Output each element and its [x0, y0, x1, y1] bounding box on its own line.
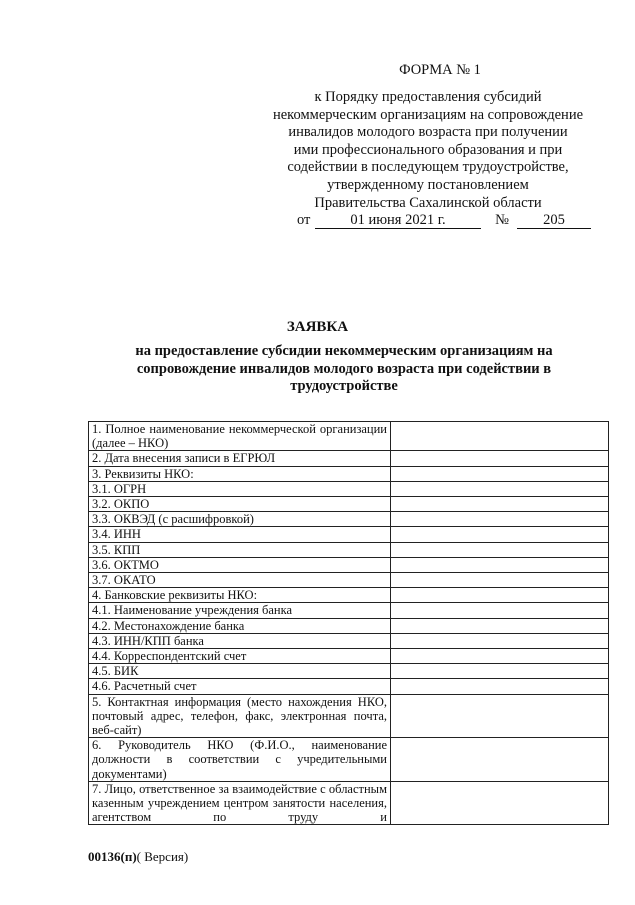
row-label: 2. Дата внесения записи в ЕГРЮЛ	[89, 451, 391, 466]
row-label: 4.1. Наименование учреждения банка	[89, 603, 391, 618]
header-line: к Порядку предоставления субсидий	[314, 89, 542, 105]
table-row	[89, 664, 609, 679]
table-row	[89, 451, 609, 466]
table-row	[89, 618, 609, 633]
row-value[interactable]	[391, 694, 609, 738]
document-footer	[88, 849, 188, 865]
row-label: 4. Банковские реквизиты НКО:	[89, 588, 391, 603]
row-value[interactable]	[391, 542, 609, 557]
header-line: ими профессионального образования и при	[293, 141, 563, 158]
table-row	[89, 481, 609, 496]
row-label: 5. Контактная информация (место нахождения НКО, почтовый адрес, телефон, факс, электронная почта, веб-сайт)	[89, 694, 391, 738]
table-row	[89, 738, 609, 782]
table-row	[89, 679, 609, 694]
subtitle-line: сопровождение инвалидов молодого возраста при содействии в	[136, 360, 552, 377]
row-label: 4.3. ИНН/КПП банка	[89, 633, 391, 648]
header-line: Правительства Сахалинской области	[314, 194, 542, 211]
row-value[interactable]	[391, 738, 609, 782]
row-label: 3.2. ОКПО	[89, 497, 391, 512]
row-value[interactable]	[391, 649, 609, 664]
row-value[interactable]	[391, 679, 609, 694]
row-value[interactable]	[391, 466, 609, 481]
table-row	[89, 466, 609, 481]
row-label: 4.2. Местонахождение банка	[89, 618, 391, 633]
row-label: 3.5. КПП	[89, 542, 391, 557]
table-row	[89, 497, 609, 512]
row-value[interactable]	[391, 603, 609, 618]
table-row	[89, 422, 609, 451]
header-line: инвалидов молодого возраста при получении	[288, 124, 568, 141]
row-value[interactable]	[391, 497, 609, 512]
row-value[interactable]	[391, 512, 609, 527]
form-number: ФОРМА № 1	[399, 62, 481, 78]
row-label: 4.6. Расчетный счет	[89, 679, 391, 694]
document-version: ( Версия)	[136, 849, 189, 864]
header-reference	[258, 89, 598, 212]
row-label: 3.6. ОКТМО	[89, 557, 391, 572]
document-subtitle	[105, 343, 583, 396]
row-value[interactable]	[391, 557, 609, 572]
row-value[interactable]	[391, 527, 609, 542]
table-row	[89, 573, 609, 588]
number-sign: №	[495, 212, 509, 228]
table-row	[89, 603, 609, 618]
table-row	[89, 649, 609, 664]
decree-date: 01 июня 2021 г.	[315, 212, 481, 229]
date-prefix: от	[297, 212, 311, 228]
row-label: 7. Лицо, ответственное за взаимодействие с областным казенным учреждением центром занятости населения, агентством по труду и	[89, 781, 391, 825]
table-row	[89, 542, 609, 557]
table-row	[89, 633, 609, 648]
table-row	[89, 512, 609, 527]
row-value[interactable]	[391, 451, 609, 466]
table-row	[89, 527, 609, 542]
row-value[interactable]	[391, 618, 609, 633]
table-row	[89, 588, 609, 603]
decree-number: 205	[517, 212, 591, 229]
document-code: 00136(п)	[88, 849, 137, 864]
application-table	[88, 421, 609, 825]
row-value[interactable]	[391, 422, 609, 451]
row-value[interactable]	[391, 588, 609, 603]
row-value[interactable]	[391, 481, 609, 496]
row-value[interactable]	[391, 781, 609, 825]
header-line: содействии в последующем трудоустройстве,	[287, 159, 569, 176]
header-line: некоммерческим организациям на сопровождение	[272, 106, 584, 123]
row-label: 4.5. БИК	[89, 664, 391, 679]
header-line: утвержденному постановлением	[327, 176, 529, 193]
table-row	[89, 557, 609, 572]
row-value[interactable]	[391, 664, 609, 679]
row-value[interactable]	[391, 633, 609, 648]
row-label: 3.4. ИНН	[89, 527, 391, 542]
row-label: 1. Полное наименование некоммерческой организации (далее – НКО)	[89, 422, 391, 451]
row-value[interactable]	[391, 573, 609, 588]
row-label: 3.3. ОКВЭД (с расшифровкой)	[89, 512, 391, 527]
row-label: 3. Реквизиты НКО:	[89, 466, 391, 481]
row-label: 6. Руководитель НКО (Ф.И.О., наименование должности в соответствии с учредительными документами)	[89, 738, 391, 782]
document-title: ЗАЯВКА	[286, 319, 349, 335]
row-label: 3.1. ОГРН	[89, 481, 391, 496]
table-row	[89, 694, 609, 738]
row-label: 4.4. Корреспондентский счет	[89, 649, 391, 664]
table-row	[89, 781, 609, 825]
row-label: 3.7. ОКАТО	[89, 573, 391, 588]
subtitle-line: трудоустройстве	[290, 378, 398, 394]
subtitle-line: на предоставление субсидии некоммерческим организациям на	[135, 343, 553, 359]
decree-date-line	[297, 212, 597, 229]
